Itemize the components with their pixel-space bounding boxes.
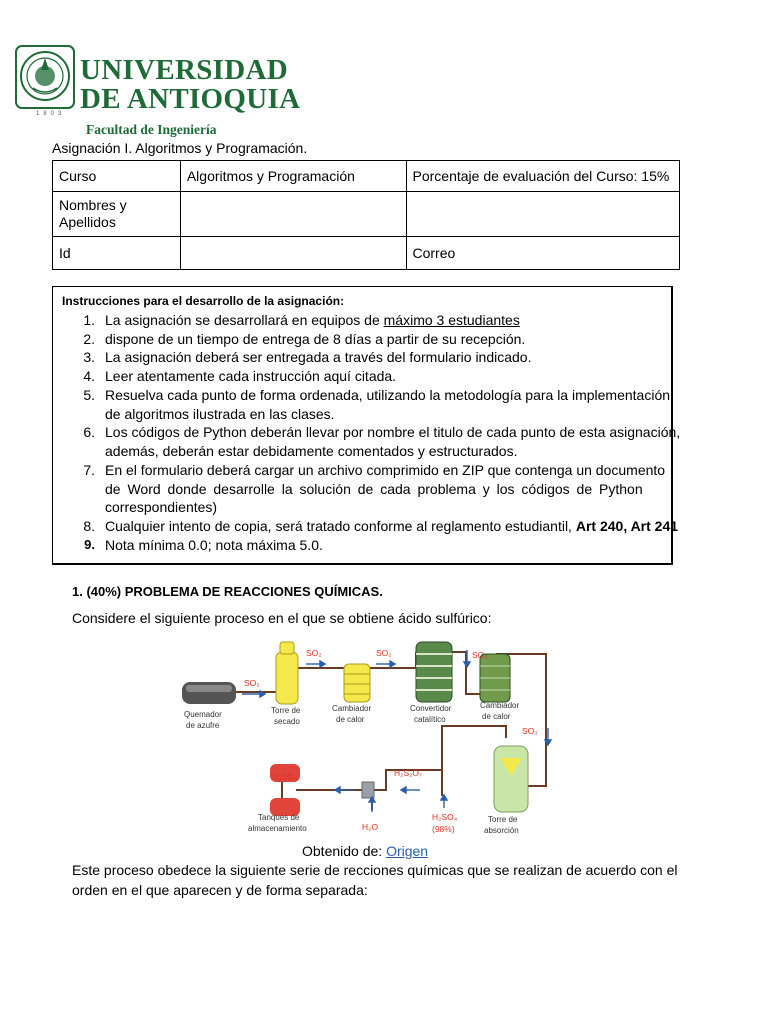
absorption-tower — [494, 746, 528, 812]
heat-exchanger-2 — [480, 654, 510, 702]
source-prefix: Obtenido de: — [302, 843, 387, 859]
cell-curso-label: Curso — [53, 161, 181, 192]
university-seal-logo — [14, 42, 76, 120]
chem-pct: (98%) — [432, 824, 455, 834]
chem-h2so4-tank: H₂SO₄ — [272, 772, 298, 782]
instruction-8-text: Cualquier intento de copia, será tratado conforme al reglamento estudiantil, — [105, 518, 576, 534]
cell-id-value[interactable] — [180, 237, 406, 270]
label-convertidor-2: catalítico — [414, 715, 446, 724]
paragraph-line2: orden en el que aparecen y de forma separada: — [72, 882, 368, 898]
assignment-title: Asignación I. Algoritmos y Programación. — [52, 140, 308, 156]
student-info-table — [52, 160, 680, 270]
chem-h2so4-in: H₂SO₄ — [432, 812, 458, 822]
label-tanques-2: almacenamiento — [248, 824, 307, 833]
chem-h2s2o7: H₂S₂O₇ — [394, 768, 422, 778]
chem-so2-c: SO₂ — [376, 648, 392, 658]
label-quemador-2: de azufre — [186, 721, 220, 730]
drying-tower — [276, 642, 298, 704]
cell-email-label: Correo — [406, 237, 680, 270]
instruction-4: Leer atentamente cada instrucción aquí citada. — [105, 368, 397, 384]
chem-so3-a: SO₃ — [472, 650, 488, 660]
instruction-number: 1. — [83, 312, 95, 328]
faculty-name: Facultad de Ingeniería — [86, 122, 217, 137]
instruction-6-line1: Los códigos de Python deberán llevar por nombre el titulo de cada punto de esta asignación, — [105, 424, 681, 440]
table-row — [53, 192, 680, 237]
source-attribution — [302, 843, 428, 859]
instruction-8-articles: Art 240, Art 241 — [575, 518, 679, 534]
university-name-line1: UNIVERSIDAD — [80, 54, 288, 86]
university-name-line2: DE ANTIOQUIA — [80, 83, 301, 115]
catalytic-converter — [416, 642, 452, 702]
cell-id-label: Id — [53, 237, 181, 270]
table-row — [53, 237, 680, 270]
cell-names-label — [53, 192, 181, 237]
heat-exchanger-1 — [344, 664, 370, 702]
table-row — [53, 161, 680, 192]
cell-course-name: Algoritmos y Programación — [180, 161, 406, 192]
instructions-title: Instrucciones para el desarrollo de la asignación: — [62, 294, 345, 308]
instruction-1-underlined: máximo 3 estudiantes — [383, 312, 520, 328]
instruction-9: Nota mínima 0.0; nota máxima 5.0. — [105, 537, 323, 553]
chem-h2o: H₂O — [362, 822, 379, 832]
instruction-6-line2: además, deberán estar debidamente comentados y estructurados. — [105, 443, 518, 459]
mixer — [362, 782, 374, 798]
label-torre-secado-1: Torre de — [271, 706, 301, 715]
instruction-number: 6. — [83, 424, 95, 440]
label-cambiador1-1: Cambiador — [332, 704, 372, 713]
instruction-number: 8. — [83, 518, 95, 534]
instruction-number: 2. — [83, 331, 95, 347]
names-label-line1: Nombres y — [59, 197, 127, 213]
instruction-2: dispone de un tiempo de entrega de 8 días a partir de su recepción. — [105, 331, 526, 347]
instruction-5-line1: Resuelva cada punto de forma ordenada, utilizando la metodología para la implementación — [105, 387, 671, 403]
label-cambiador2-1: Cambiador — [480, 701, 520, 710]
instruction-number: 4. — [83, 368, 95, 384]
instruction-number: 9. — [84, 537, 95, 552]
sulfur-burner — [182, 682, 236, 704]
label-torre-secado-2: secado — [274, 717, 300, 726]
chem-so2-a: SO₂ — [244, 678, 260, 688]
instruction-5-line2: de algoritmos ilustrada en las clases. — [105, 406, 335, 422]
sulfuric-acid-process-diagram — [176, 636, 566, 840]
label-torre-absorcion-2: absorción — [484, 826, 519, 835]
instruction-7-line3: correspondientes) — [105, 499, 218, 515]
cell-names-value[interactable] — [180, 192, 406, 237]
paragraph-line1: Este proceso obedece la siguiente serie de recciones químicas que se realizan de acuerdo con el — [72, 862, 678, 878]
cell-evaluation-percentage: Porcentaje de evaluación del Curso: 15% — [406, 161, 680, 192]
label-cambiador2-2: de calor — [482, 712, 511, 721]
seal-year: 1803 — [36, 111, 66, 117]
instruction-number: 5. — [83, 387, 95, 403]
section-1-title: 1. (40%) PROBLEMA DE REACCIONES QUÍMICAS. — [72, 584, 383, 599]
section-1-intro: Considere el siguiente proceso en el que se obtiene ácido sulfúrico: — [72, 610, 492, 626]
chem-so3-b: SO₃ — [522, 726, 538, 736]
instruction-7-line1: En el formulario deberá cargar un archivo comprimido en ZIP que contenga un documento — [105, 462, 666, 478]
instruction-1-text: La asignación se desarrollará en equipos de — [105, 312, 384, 328]
instruction-number: 3. — [83, 349, 95, 365]
label-torre-absorcion-1: Torre de — [488, 815, 518, 824]
instruction-1 — [105, 312, 520, 328]
instruction-number: 7. — [83, 462, 95, 478]
label-tanques-1: Tanques de — [258, 813, 300, 822]
label-cambiador1-2: de calor — [336, 715, 365, 724]
label-quemador-1: Quemador — [184, 710, 222, 719]
source-link[interactable]: Origen — [386, 843, 429, 859]
cell-names-extra[interactable] — [406, 192, 680, 237]
instruction-3: La asignación deberá ser entregada a través del formulario indicado. — [105, 349, 532, 365]
chem-so2-b: SO₂ — [306, 648, 322, 658]
instruction-8 — [105, 518, 678, 534]
label-convertidor-1: Convertidor — [410, 704, 452, 713]
names-label-line2: Apellidos — [59, 214, 116, 230]
instruction-7-line2: de Word donde desarrolle la solución de cada problema y los códigos de Python — [105, 481, 643, 497]
